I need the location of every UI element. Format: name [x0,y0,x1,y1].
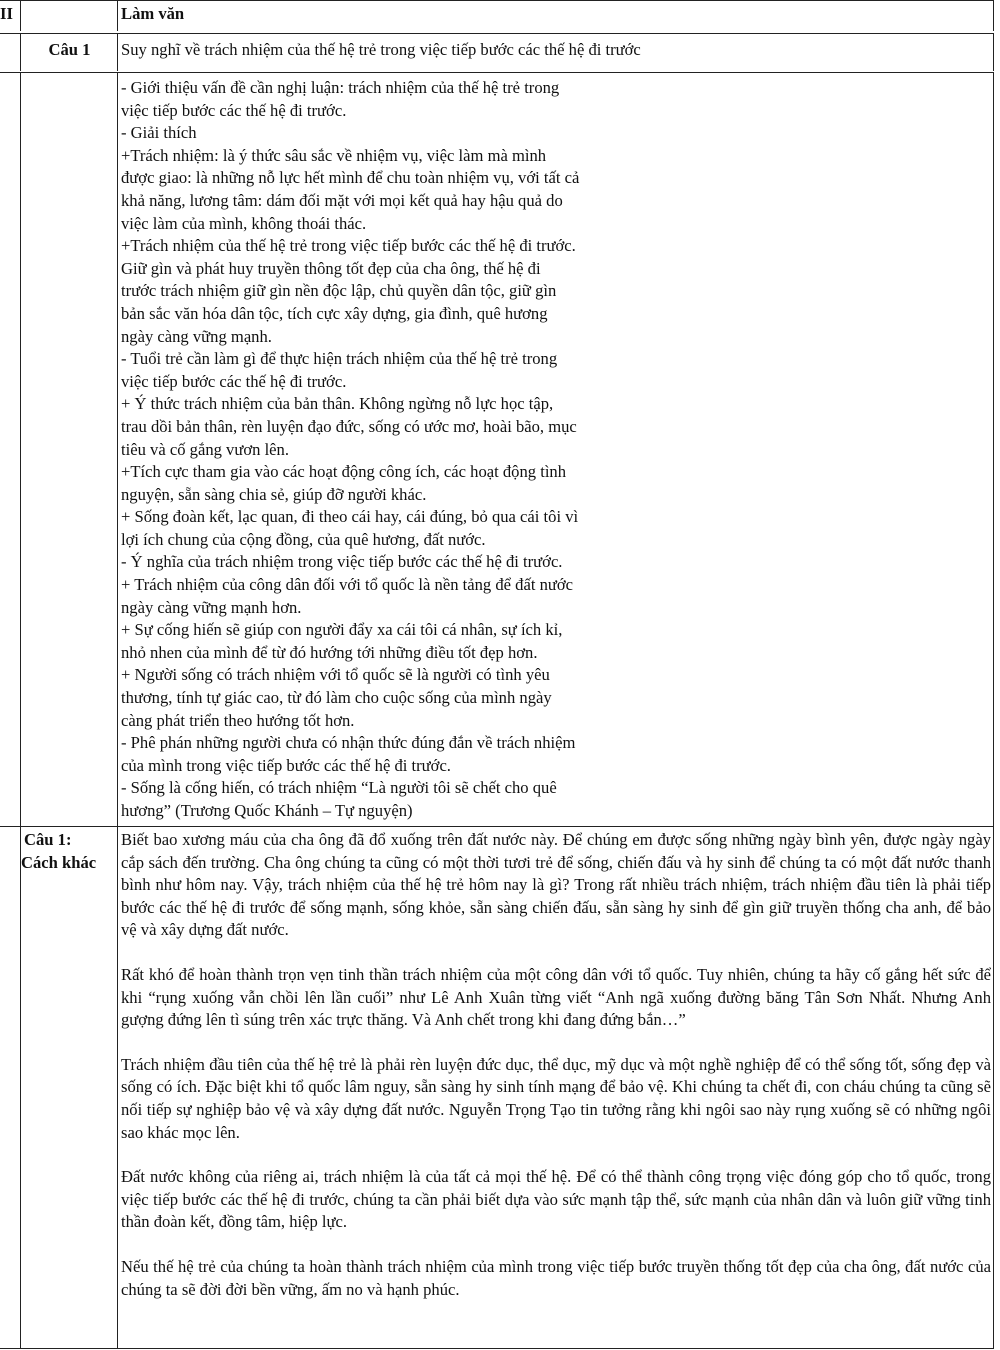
outline-line: tiêu và cố gắng vươn lên. [121,439,289,459]
outline-line: Giữ gìn và phát huy truyền thông tốt đẹp của cha ông, thế hệ đi [121,258,541,278]
outline-line: khả năng, lương tâm: dám đối mặt với mọi kết quả hay hậu quả do [121,190,563,210]
outline-cell [117,73,994,826]
outline-spacer-cell-a [0,73,20,826]
outline-line: việc tiếp bước các thế hệ đi trước. [121,100,347,120]
outline-list [118,77,579,823]
outline-line: + Người sống có trách nhiệm với tổ quốc sẽ là người có tình yêu [121,665,550,685]
outline-spacer-cell-b [20,73,118,826]
question-spacer-cell [0,34,20,71]
outline-line: bản sắc văn hóa dân tộc, tích cực xây dựng, gia đình, quê hương [121,303,548,323]
outline-line: việc làm của mình, không thoái thác. [121,213,367,233]
outline-line: thương, tính tự giác cao, từ đó làm cho cuộc sống của mình ngày [121,688,552,708]
question-row [0,33,994,71]
outline-row [0,72,994,826]
section-spacer-cell [20,1,118,31]
table-bottom-border [0,1348,994,1349]
outline-line: lợi ích chung của cộng đồng, của quê hương, đất nước. [121,529,486,549]
question-prompt-cell [117,34,994,71]
outline-line: ngày càng vững mạnh. [121,326,272,346]
alternative-row [0,826,994,1349]
outline-line: hương” (Trương Quốc Khánh – Tự nguyện) [121,801,413,820]
essay-paragraph: Đất nước không của riêng ai, trách nhiệm là của tất cả mọi thế hệ. Để có thể thành công trọng việc đóng góp cho tổ quốc, trong việc tiếp bước các thế hệ đi trước, chúng ta cần phải biết dựa vào sức mạnh tập thể, sức mạnh của nhân dân và luôn giữ vững tinh thần đoàn kết, đồng tâm, hiệp lực. [121,1167,991,1232]
question-prompt: Suy nghĩ về trách nhiệm của thế hệ trẻ trong việc tiếp bước các thế hệ đi trước [121,40,641,59]
alternative-label-line2: Cách khác [21,852,97,872]
alternative-spacer-cell [0,827,20,1349]
outline-line: + Ý thức trách nhiệm của bản thân. Không ngừng nỗ lực học tập, [121,394,554,414]
outline-line: càng phát triển theo hướng tốt hơn. [121,710,355,730]
alternative-essay-cell [117,827,994,1349]
outline-line: - Ý nghĩa của trách nhiệm trong việc tiếp bước các thế hệ đi trước. [121,552,563,572]
outline-line: - Sống là cống hiến, có trách nhiệm “Là người tôi sẽ chết cho quê [121,778,557,798]
section-number-cell [0,1,20,31]
outline-line: nhỏ nhen của mình để từ đó hướng tới những điều tốt đẹp hơn. [121,642,538,662]
section-title-cell [117,1,994,31]
outline-line: - Tuổi trẻ cần làm gì để thực hiện trách nhiệm của thế hệ trẻ trong [121,349,558,369]
outline-line: trước trách nhiệm giữ gìn nền độc lập, chủ quyền dân tộc, giữ gìn [121,281,557,301]
outline-line: +Trách nhiệm: là ý thức sâu sắc về nhiệm vụ, việc làm mà mình [121,145,547,165]
essay-paragraph: Trách nhiệm đầu tiên của thế hệ trẻ là phải rèn luyện đức dục, thể dục, mỹ dục và một nghề nghiệp để có thể sống tốt, sống đẹp và sống có ích. Đặc biệt khi tổ quốc lâm nguy, sẵn sàng hy sinh tính mạng để bảo vệ. Khi chúng ta chết đi, con cháu chúng ta cũng sẽ nối tiếp sự nghiệp bảo vệ và xây dựng đất nước. Nguyễn Trọng Tạo tin tưởng rằng khi ngôi sao này rụng xuống sẽ có những ngôi sao khác mọc lên. [121,1054,991,1142]
outline-line: +Tích cực tham gia vào các hoạt động công ích, các hoạt động tình [121,462,567,482]
section-header-row [0,0,994,31]
outline-line: + Trách nhiệm của công dân đối với tổ quốc là nền tảng để đất nước [121,575,574,595]
question-label-cell [20,34,118,71]
section-number: II [0,4,13,23]
outline-line: +Trách nhiệm của thế hệ trẻ trong việc tiếp bước các thế hệ đi trước. [121,236,576,256]
outline-line: + Sự cống hiến sẽ giúp con người đẩy xa cái tôi cá nhân, sự ích kỉ, [121,620,563,640]
outline-line: trau dồi bản thân, rèn luyện đạo đức, sống có ước mơ, hoài bão, mục [121,416,577,436]
outline-line: + Sống đoàn kết, lạc quan, đi theo cái hay, cái đúng, bỏ qua cái tôi vì [121,507,579,527]
essay-paragraph: Rất khó để hoàn thành trọn vẹn tinh thần trách nhiệm của một công dân với tổ quốc. Tuy nhiên, chúng ta hãy cố gắng hết sức để khi “rụng xuống vẫn chồi lên lần cuối” như Lê Anh Xuân từng viết “Anh ngã xuống đường băng Tân Sơn Nhất. Nhưng Anh gượng đứng lên tì súng trên xác trực thăng. Và Anh chết trong khi đang đứng bắn…” [121,964,991,1030]
question-label: Câu 1 [48,40,91,59]
alternative-label-cell [20,827,118,1349]
outline-line: việc tiếp bước các thế hệ đi trước. [121,371,347,391]
alternative-label-line1: Câu 1: [24,830,72,849]
outline-line: nguyện, sẵn sàng chia sẻ, giúp đỡ người khác. [121,484,427,504]
essay-paragraph: Nếu thế hệ trẻ của chúng ta hoàn thành trách nhiệm của mình trong việc tiếp bước truyền thống tốt đẹp của cha ông, đất nước của chúng ta sẽ đời đời bền vững, ấm no và hạnh phúc. [121,1256,991,1299]
outline-line: - Giới thiệu vấn đề cần nghị luận: trách nhiệm của thế hệ trẻ trong [121,78,560,97]
outline-line: - Phê phán những người chưa có nhận thức đúng đắn về trách nhiệm [121,733,576,753]
section-title: Làm văn [121,4,185,23]
alternative-label [21,829,96,874]
outline-line: ngày càng vững mạnh hơn. [121,597,302,617]
outline-line: của mình trong việc tiếp bước các thế hệ đi trước. [121,755,451,775]
outline-line: - Giải thích [121,123,197,143]
outline-line: được giao: là những nỗ lực hết mình để chu toàn nhiệm vụ, với tất cả [121,168,580,188]
essay-paragraph: Biết bao xương máu của cha ông đã đổ xuống trên đất nước này. Để chúng em được sống những ngày bình yên, được ngày ngày cắp sách đến trường. Cha ông chúng ta cũng có một thời tươi trẻ để sống, chiến đấu và hy sinh để chúng ta có một đất nước thanh bình như hôm nay. Vậy, trách nhiệm của thế hệ trẻ hôm nay là gì? Trong rất nhiều trách nhiệm, trách nhiệm đầu tiên là phải tiếp bước các thế hệ đi trước để sống mạnh, sống khỏe, sẵn sàng chiến đấu, sẵn sàng hy sinh để gìn giữ truyền thống cha anh, để bảo vệ và xây dựng đất nước. [121,830,991,940]
alternative-essay [118,829,993,1301]
